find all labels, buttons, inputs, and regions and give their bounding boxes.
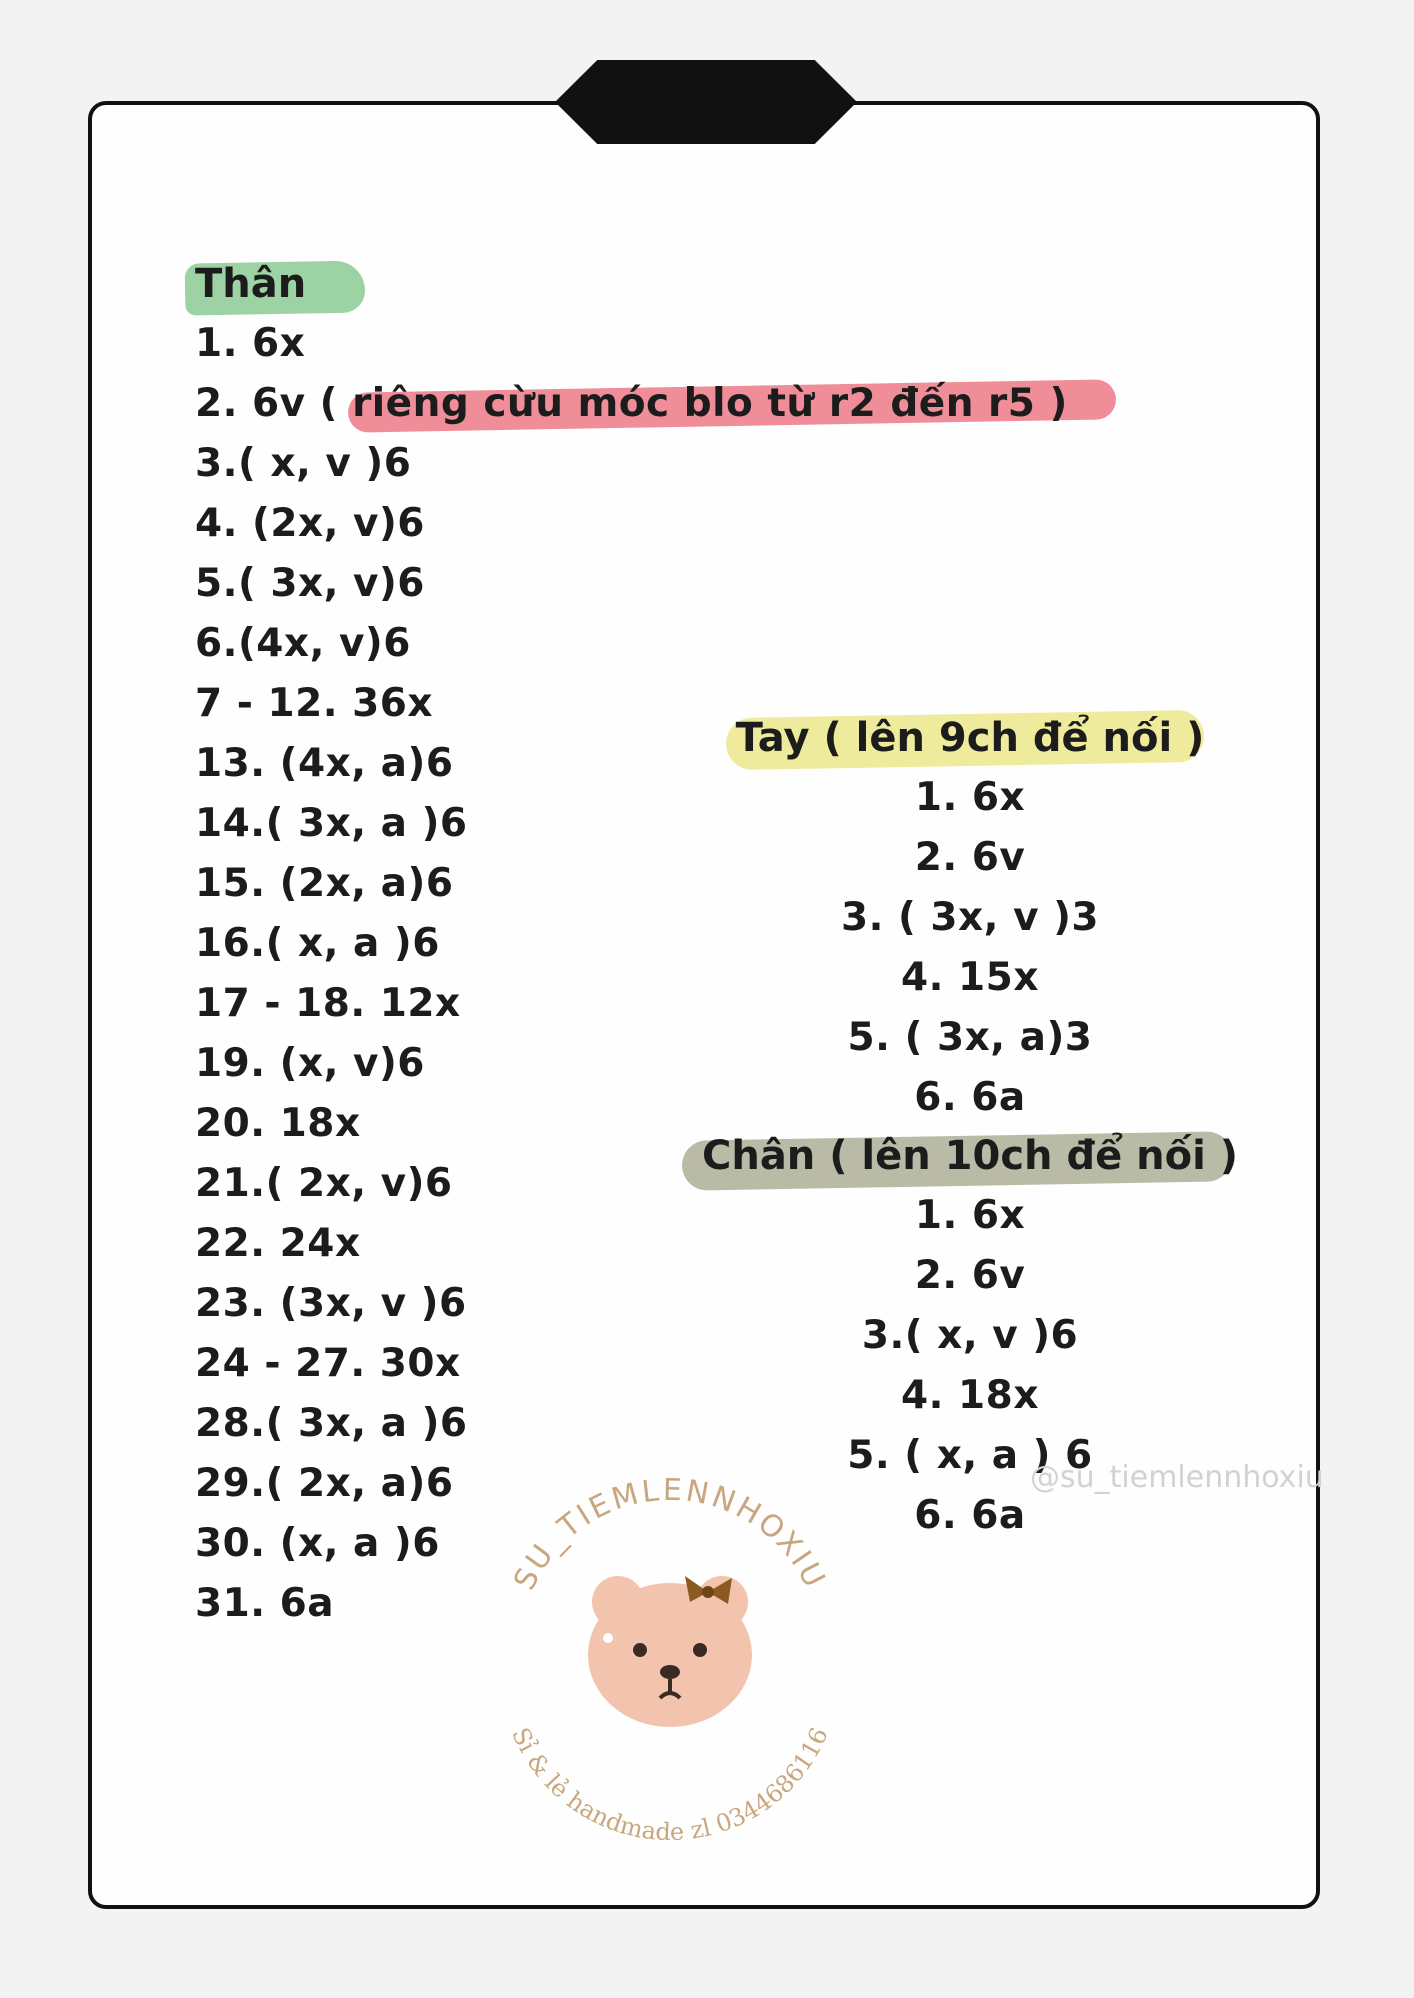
logo-top-text: SU_TIEMLENNHOXIU <box>507 1472 833 1596</box>
chan-row-2: 2. 6v <box>914 1253 1026 1298</box>
chan-row-3: 3.( x, v )6 <box>861 1313 1079 1358</box>
tay-heading: Tay ( lên 9ch để nối ) <box>736 708 1205 768</box>
tay-row-6: 6. 6a <box>914 1075 1026 1120</box>
tay-row-5: 5. ( 3x, a)3 <box>847 1015 1093 1060</box>
than-row-2: 2. 6v ( riêng cừu móc blo từ r2 đến r5 ) <box>195 374 1068 434</box>
than-row-6: 6.(4x, v)6 <box>195 621 411 666</box>
chan-row-5: 5. ( x, a ) 6 <box>847 1433 1093 1478</box>
than-row-15: 21.( 2x, v)6 <box>195 1161 453 1206</box>
row2-note: riêng cừu móc blo từ r2 đến r5 ) <box>352 374 1068 434</box>
than-row-10: 15. (2x, a)6 <box>195 861 454 906</box>
than-row-18: 24 - 27. 30x <box>195 1341 461 1386</box>
chan-row-1: 1. 6x <box>914 1193 1026 1238</box>
than-row-3: 3.( x, v )6 <box>195 441 412 486</box>
tay-row-3: 3. ( 3x, v )3 <box>840 895 1100 940</box>
than-row-7: 7 - 12. 36x <box>195 681 434 726</box>
than-row-14: 20. 18x <box>195 1101 361 1146</box>
card-top-tab <box>555 60 857 144</box>
tay-row-2: 2. 6v <box>914 835 1026 880</box>
chan-heading: Chân ( lên 10ch để nối ) <box>702 1126 1238 1186</box>
than-row-4: 4. (2x, v)6 <box>195 501 425 546</box>
than-row-19: 28.( 3x, a )6 <box>195 1401 468 1446</box>
logo-bottom-text: Sỉ & lẻ handmade zl 0344686116 <box>506 1723 834 1847</box>
than-row-12: 17 - 18. 12x <box>195 981 461 1026</box>
than-row-9: 14.( 3x, a )6 <box>195 801 468 846</box>
than-row-21: 30. (x, a )6 <box>195 1521 440 1566</box>
than-row-5: 5.( 3x, v)6 <box>195 561 425 606</box>
than-row-16: 22. 24x <box>195 1221 361 1266</box>
than-row-17: 23. (3x, v )6 <box>195 1281 467 1326</box>
than-row-22: 31. 6a <box>195 1581 335 1626</box>
than-row-8: 13. (4x, a)6 <box>195 741 454 786</box>
than-heading: Thân <box>195 254 306 314</box>
watermark-text: @su_tiemlennhoxiu <box>1030 1460 1324 1495</box>
than-row-13: 19. (x, v)6 <box>195 1041 425 1086</box>
than-row-11: 16.( x, a )6 <box>195 921 440 966</box>
shop-logo <box>480 1450 860 1850</box>
than-row-20: 29.( 2x, a)6 <box>195 1461 454 1506</box>
chan-row-6: 6. 6a <box>914 1493 1026 1538</box>
chan-row-4: 4. 18x <box>901 1373 1039 1418</box>
tay-row-1: 1. 6x <box>914 775 1026 820</box>
tay-section <box>720 708 1220 1128</box>
tay-row-4: 4. 15x <box>901 955 1039 1000</box>
than-row-1: 1. 6x <box>195 321 306 366</box>
